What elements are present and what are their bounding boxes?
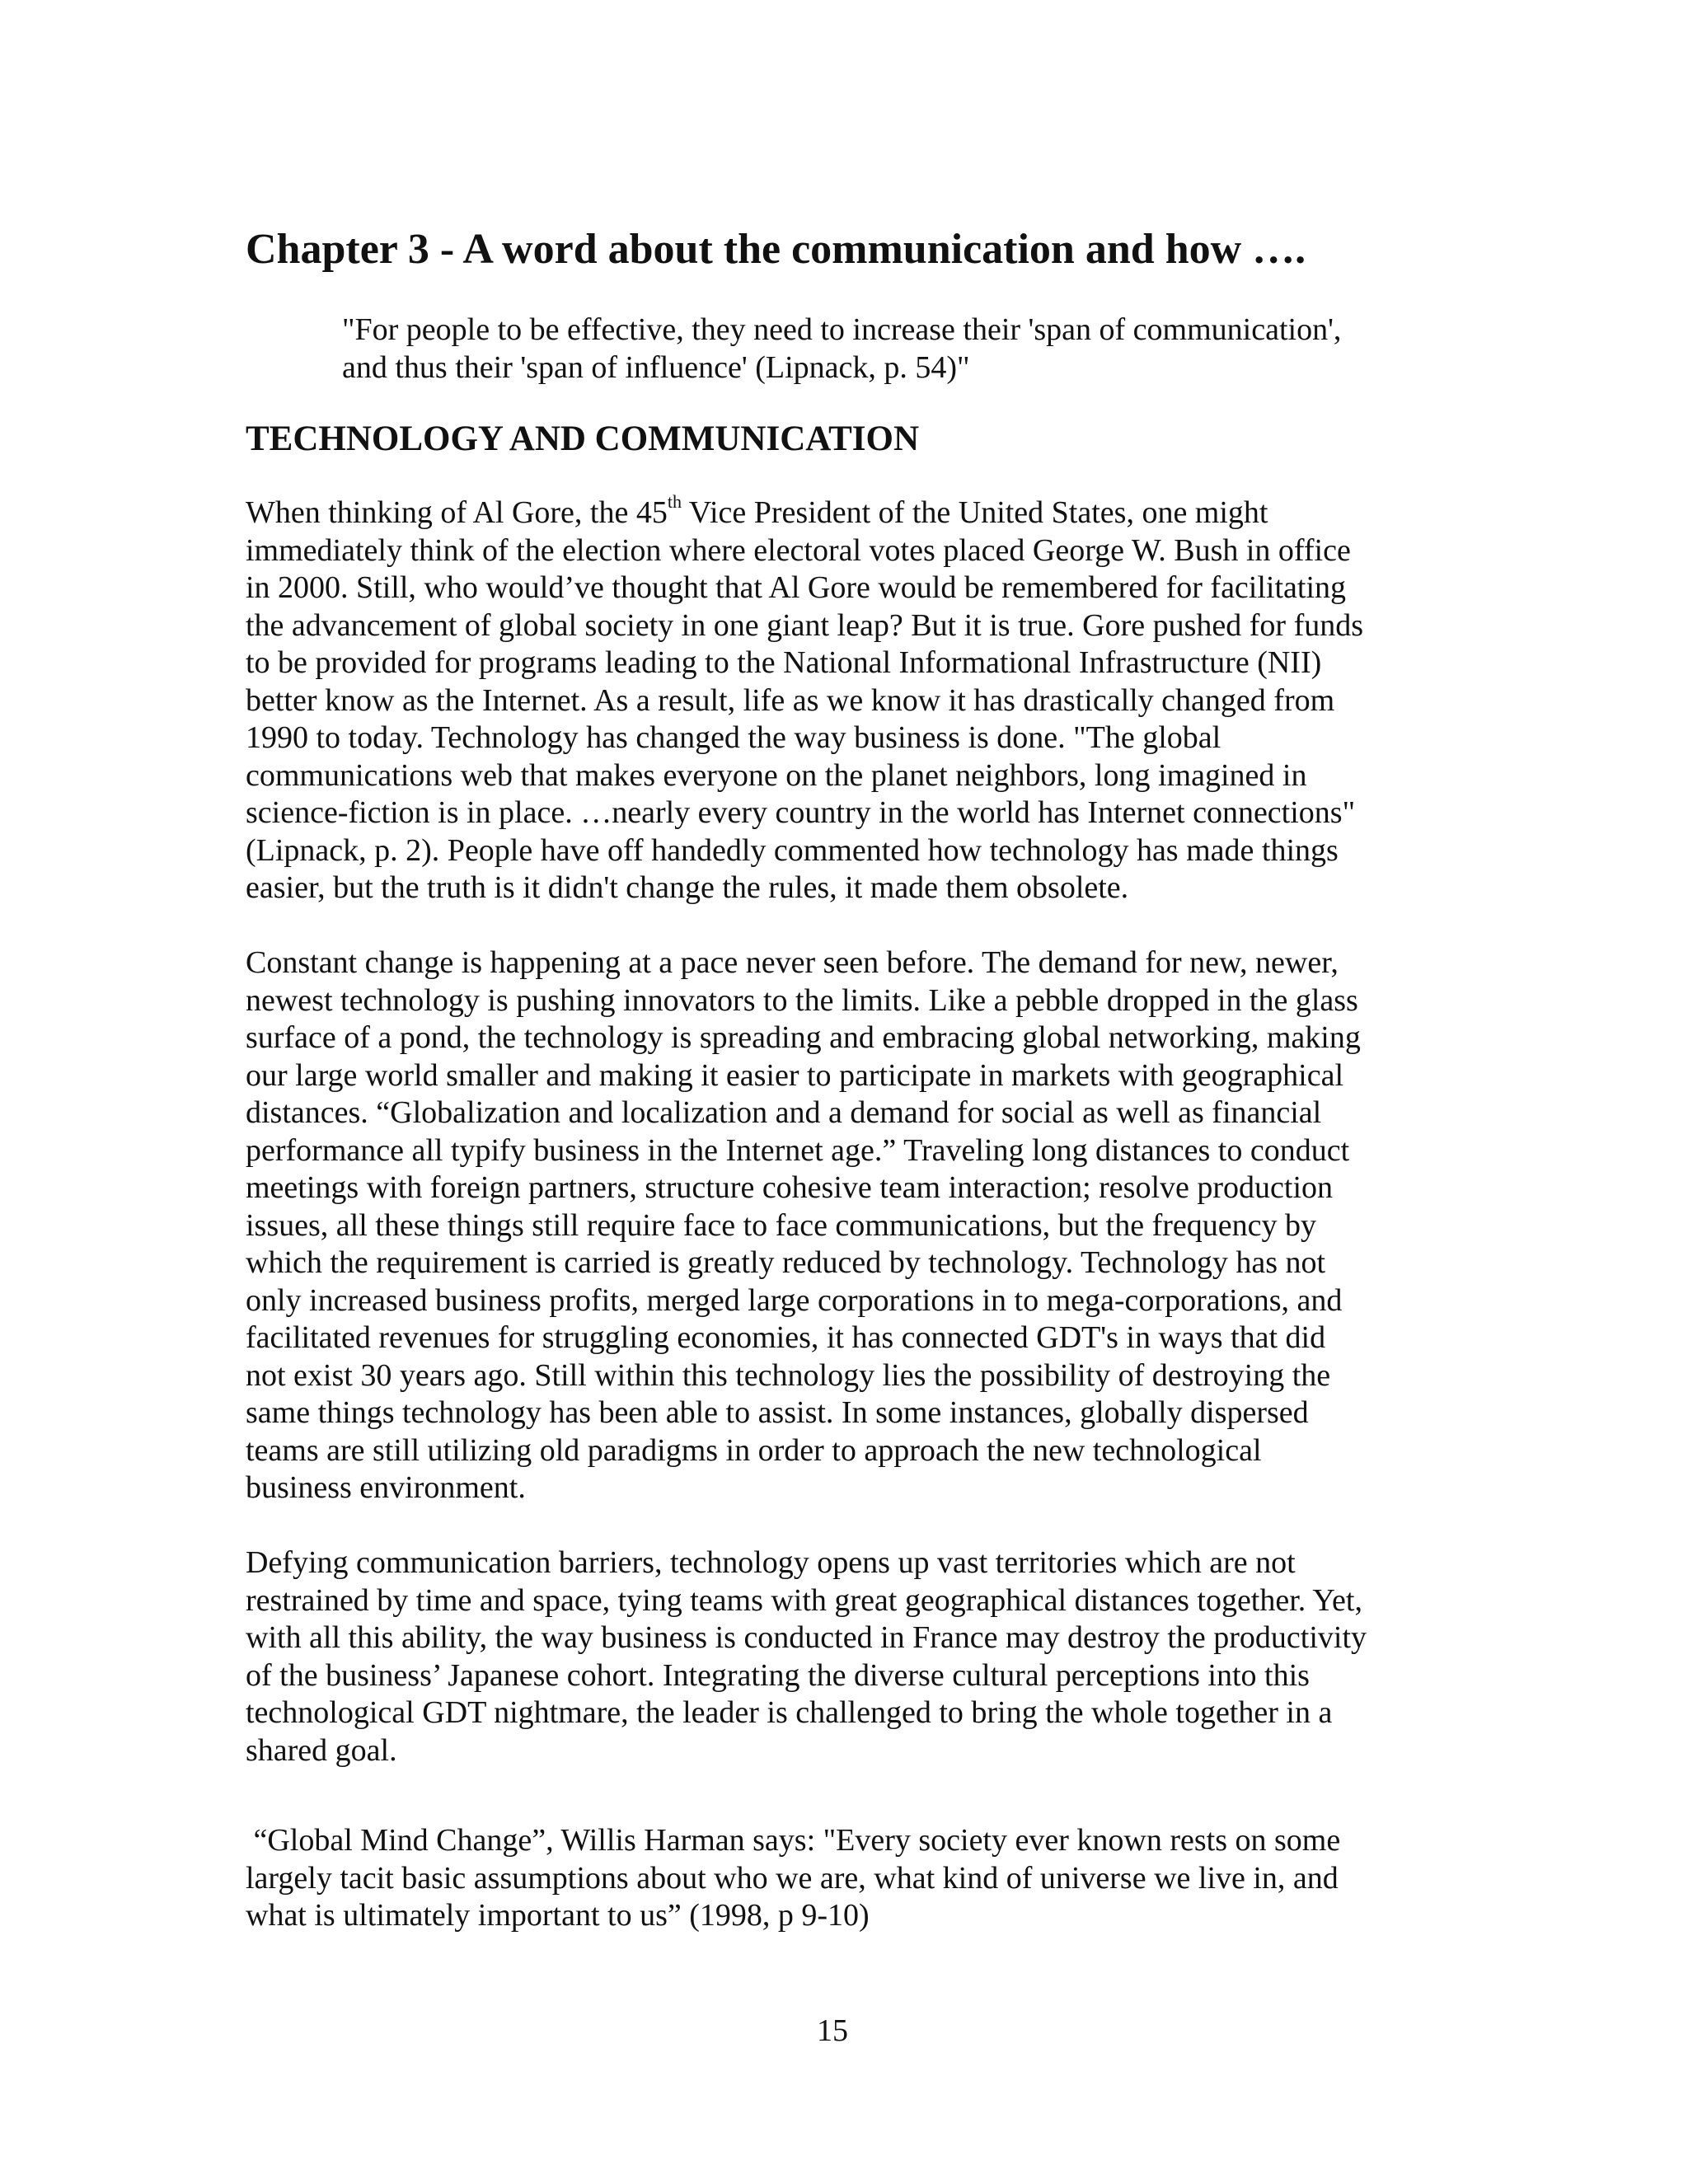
paragraph-line: communications web that makes everyone on the planet neighbors, long imagined in: [246, 757, 1307, 793]
superscript: th: [667, 491, 682, 513]
paragraph-line: to be provided for programs leading to the National Informational Infrastructure (NII): [246, 645, 1322, 680]
paragraph: [246, 1544, 1432, 1769]
paragraph-line: issues, all these things still require face to face communications, but the frequency by: [246, 1207, 1316, 1243]
paragraph-line: Defying communication barriers, technology opens up vast territories which are not: [246, 1545, 1296, 1580]
paragraph-line: largely tacit basic assumptions about who we are, what kind of universe we live in, and: [246, 1860, 1339, 1896]
paragraph-line: (Lipnack, p. 2). People have off handedly commented how technology has made things: [246, 832, 1339, 868]
paragraph-line: performance all typify business in the Internet age.” Traveling long distances to conduct: [246, 1132, 1350, 1168]
paragraph-line: in 2000. Still, who would’ve thought that Al Gore would be remembered for facilitating: [246, 570, 1347, 605]
text-run: Vice President of the United States, one might: [681, 495, 1268, 530]
paragraph-line: better know as the Internet. As a result, life as we know it has drastically changed from: [246, 682, 1335, 718]
paragraph-line: easier, but the truth is it didn't change the rules, it made them obsolete.: [246, 870, 1129, 905]
paragraph-line: immediately think of the election where electoral votes placed George W. Bush in office: [246, 532, 1351, 568]
paragraph-line: the advancement of global society in one giant leap? But it is true. Gore pushed for funds: [246, 607, 1364, 643]
paragraph: [246, 491, 1432, 907]
paragraph-line: not exist 30 years ago. Still within this technology lies the possibility of destroying the: [246, 1357, 1331, 1393]
paragraph-line: 1990 to today. Technology has changed the way business is done. "The global: [246, 720, 1221, 755]
epigraph-line: "For people to be effective, they need to increase their 'span of communication',: [342, 312, 1342, 347]
paragraph-line: only increased business profits, merged large corporations in to mega-corporations, and: [246, 1282, 1343, 1318]
paragraph-line: newest technology is pushing innovators to the limits. Like a pebble dropped in the glass: [246, 982, 1358, 1018]
paragraph-line: science-fiction is in place. …nearly every country in the world has Internet connections": [246, 795, 1356, 830]
paragraph-line: Constant change is happening at a pace never seen before. The demand for new, newer,: [246, 945, 1339, 980]
paragraph-line: technological GDT nightmare, the leader is challenged to bring the whole together in a: [246, 1695, 1333, 1730]
paragraph-line: [246, 491, 1432, 532]
text-run: When thinking of Al Gore, the 45: [246, 495, 668, 530]
paragraph-line: with all this ability, the way business is conducted in France may destroy the productivity: [246, 1620, 1367, 1655]
paragraph-line: our large world smaller and making it easier to participate in markets with geographical: [246, 1057, 1344, 1093]
paragraph-line: shared goal.: [246, 1732, 397, 1768]
section-heading: TECHNOLOGY AND COMMUNICATION: [246, 419, 920, 458]
paragraph-line: business environment.: [246, 1470, 526, 1505]
paragraph: [246, 944, 1432, 1507]
paragraph-line: surface of a pond, the technology is spreading and embracing global networking, making: [246, 1020, 1361, 1055]
paragraph: [246, 1822, 1432, 1935]
epigraph-quote: [342, 312, 1479, 387]
paragraph-line: teams are still utilizing old paradigms in order to approach the new technological: [246, 1432, 1262, 1468]
paragraph-line: distances. “Globalization and localization and a demand for social as well as financial: [246, 1095, 1322, 1130]
epigraph-line: and thus their 'span of influence' (Lipnack, p. 54)": [342, 349, 970, 385]
paragraph-line: what is ultimately important to us” (1998, p 9-10): [246, 1898, 870, 1933]
paragraph-line: meetings with foreign partners, structure cohesive team interaction; resolve production: [246, 1170, 1334, 1205]
paragraph-line: “Global Mind Change”, Willis Harman says: "Every society ever known rests on some: [246, 1823, 1341, 1858]
paragraph-line: which the requirement is carried is greatly reduced by technology. Technology has not: [246, 1245, 1326, 1280]
paragraph-line: restrained by time and space, tying teams with great geographical distances together. Yet,: [246, 1582, 1362, 1618]
paragraph-line: of the business’ Japanese cohort. Integrating the diverse cultural perceptions into this: [246, 1657, 1310, 1693]
paragraph-line: facilitated revenues for struggling economies, it has connected GDT's in ways that did: [246, 1320, 1326, 1355]
chapter-title: Chapter 3 - A word about the communication and how ….: [246, 226, 1306, 273]
page-number: 15: [817, 2013, 848, 2048]
paragraph-line: same things technology has been able to assist. In some instances, globally dispersed: [246, 1395, 1309, 1430]
